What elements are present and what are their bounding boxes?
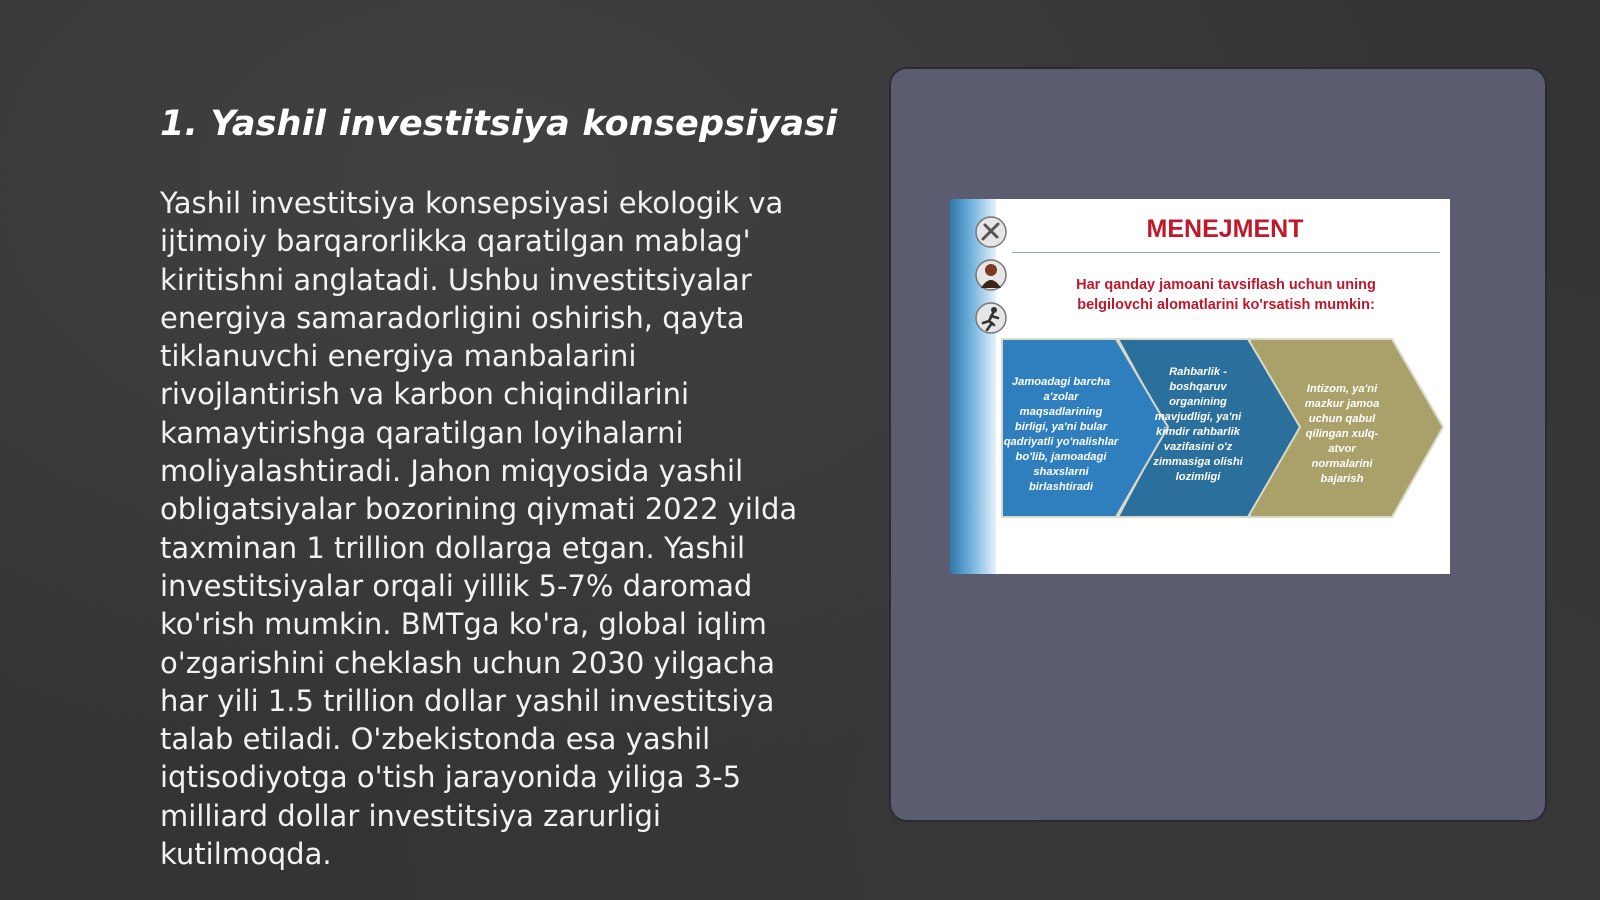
person-icon bbox=[974, 258, 1008, 292]
slide-title: 1. Yashil investitsiya konsepsiyasi bbox=[160, 104, 838, 144]
image-subtitle bbox=[1016, 275, 1436, 315]
image-subtitle-line-2: belgilovchi alomatlarini ko'rsatish mumkin: bbox=[1077, 297, 1375, 313]
chevron-text-2: Rahbarlik - boshqaruv organining mavjudligi, ya'ni kimdir rahbarlik vazifasini o'z zimmasiga olishi lozimligi bbox=[1153, 366, 1243, 483]
title-divider bbox=[1012, 252, 1440, 253]
runner-icon bbox=[974, 301, 1008, 335]
menejment-slide-image bbox=[950, 199, 1450, 574]
image-title: MENEJMENT bbox=[1146, 215, 1304, 243]
tools-icon bbox=[974, 215, 1008, 249]
decorative-blue-strip bbox=[950, 199, 996, 574]
image-subtitle-line-1: Har qanday jamoani tavsiflash uchun uning bbox=[1076, 277, 1376, 293]
chevron-text-3: Intizom, ya'ni mazkur jamoa uchun qabul qilingan xulq-atvor normalarini bajarish bbox=[1304, 383, 1380, 485]
chevron-text-1: Jamoadagi barcha a'zolar maqsadlarining birligi, ya'ni bular qadriyatli yo'nalishlar bo'lib, jamoadagi shaxslarni birlashtiradi bbox=[1003, 376, 1119, 493]
slide-body-text: Yashil investitsiya konsepsiyasi ekologik va ijtimoiy barqarorlikka qaratilgan mablag' kiritishni anglatadi. Ushbu investitsiyalar energiya samaradorligini oshirish, qayta tiklanuvchi energiya manbalarini rivojlantirish va karbon chiqindilarini kamaytirishga qaratilgan loyihalarni moliyalashtiradi. Jahon miqyosida yashil obligatsiyalar bozorining qiymati 2022 yilda taxminan 1 trillion dollarga etgan. Yashil investitsiyalar orqali yillik 5-7% daromad ko'rish mumkin. BMTga ko'ra, global iqlim o'zgarishini cheklash uchun 2030 yilgacha har yili 1.5 trillion dollar yashil investitsiya talab etiladi. O'zbekistonda esa yashil iqtisodiyotga o'tish jarayonida yiliga 3-5 milliard dollar investitsiya zarurligi kutilmoqda. bbox=[160, 186, 798, 872]
